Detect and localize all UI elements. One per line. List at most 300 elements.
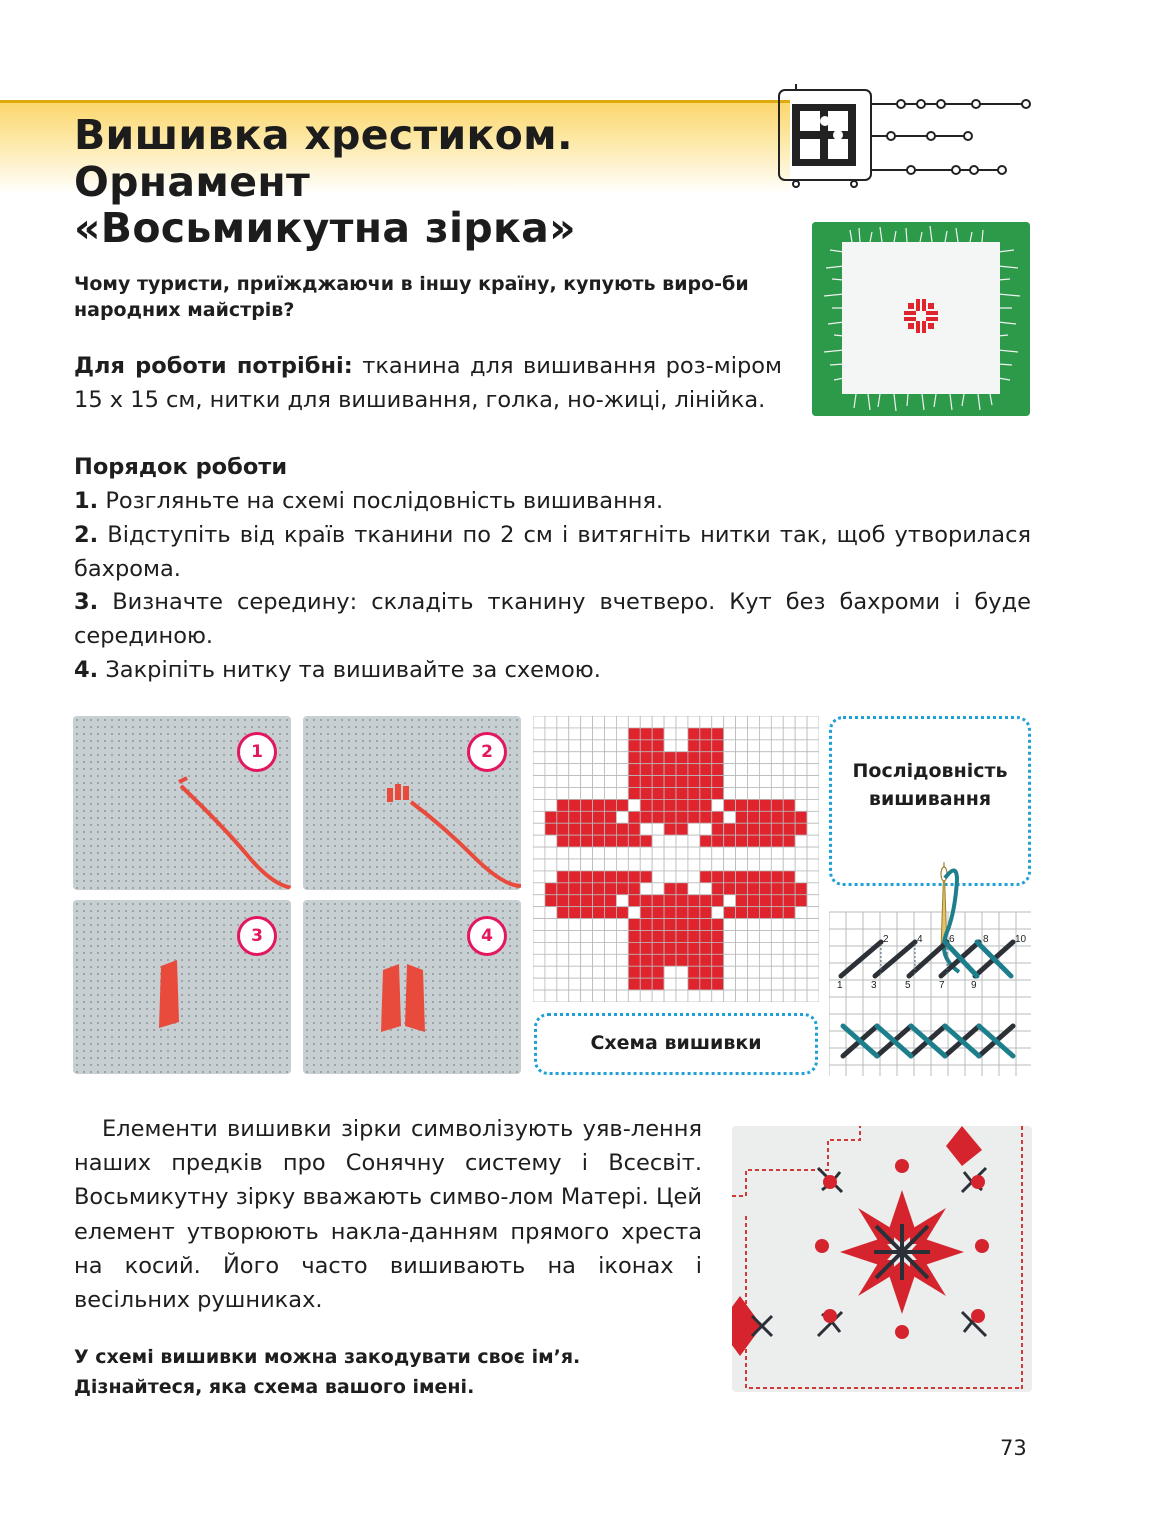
scheme-cell [640,919,652,931]
scheme-cell [533,823,545,835]
scheme-cell [783,811,795,823]
scheme-cell [700,799,712,811]
scheme-cell [652,728,664,740]
scheme-cell [807,740,819,752]
scheme-cell [676,835,688,847]
scheme-cell [700,728,712,740]
scheme-cell [664,859,676,871]
scheme-cell [533,907,545,919]
scheme-cell [676,966,688,978]
scheme-cell [605,978,617,990]
scheme-cell [795,811,807,823]
puzzle-icon [776,84,1038,190]
scheme-cell [795,895,807,907]
scheme-cell [712,835,724,847]
scheme-cell [783,728,795,740]
scheme-cell [712,752,724,764]
scheme-cell [628,871,640,883]
step-badge-3: 3 [237,916,277,956]
scheme-cell [545,799,557,811]
scheme-cell [557,752,569,764]
scheme-cell [783,931,795,943]
stitch-number-2: 2 [883,934,889,945]
scheme-cell [664,907,676,919]
scheme-cell [533,811,545,823]
scheme-cell [628,835,640,847]
scheme-cell [652,823,664,835]
scheme-cell [628,847,640,859]
scheme-cell [581,895,593,907]
scheme-cell [736,799,748,811]
page-number: 73 [1000,1436,1027,1460]
scheme-cell [628,883,640,895]
scheme-cell [616,728,628,740]
scheme-cell [569,883,581,895]
scheme-cell [640,895,652,907]
step-text: Відступіть від країв тканини по 2 см і витягніть нитки так, щоб утворилася бахрома. [74,521,1031,582]
scheme-cell [712,978,724,990]
scheme-cell [569,895,581,907]
scheme-cell [616,954,628,966]
scheme-cell [616,859,628,871]
stitch-sequence-diagram [829,852,1031,1076]
scheme-cell [569,907,581,919]
scheme-cell [628,931,640,943]
scheme-cell [807,990,819,1002]
scheme-cell [628,907,640,919]
stitch-number-8: 8 [983,934,989,945]
scheme-cell [676,954,688,966]
scheme-cell [616,871,628,883]
scheme-cell [795,871,807,883]
scheme-cell [688,764,700,776]
scheme-cell [652,966,664,978]
materials-paragraph [74,350,782,418]
scheme-cell [652,859,664,871]
scheme-cell [545,811,557,823]
scheme-cell [700,954,712,966]
scheme-cell [545,978,557,990]
scheme-cell [640,799,652,811]
scheme-cell [569,788,581,800]
scheme-cell [712,907,724,919]
scheme-cell [616,990,628,1002]
scheme-cell [759,799,771,811]
scheme-cell [652,978,664,990]
scheme-cell [795,978,807,990]
scheme-cell [616,752,628,764]
scheme-cell [676,859,688,871]
scheme-cell [664,835,676,847]
scheme-cell [533,859,545,871]
scheme-cell [736,835,748,847]
scheme-cell [569,954,581,966]
scheme-cell [652,919,664,931]
scheme-cell [700,931,712,943]
scheme-cell [581,859,593,871]
scheme-cell [545,764,557,776]
scheme-cell [652,811,664,823]
scheme-cell [712,942,724,954]
scheme-cell [581,966,593,978]
embroidered-towel-photo [732,1126,1032,1392]
scheme-cell [545,859,557,871]
scheme-cell [569,919,581,931]
step-number: 4. [74,656,99,683]
scheme-cell [605,788,617,800]
scheme-cell [605,931,617,943]
scheme-cell [771,835,783,847]
scheme-cell [783,871,795,883]
scheme-cell [628,895,640,907]
scheme-cell [664,931,676,943]
scheme-cell [748,859,760,871]
scheme-cell [640,788,652,800]
scheme-cell [748,847,760,859]
scheme-cell [736,788,748,800]
scheme-cell [664,740,676,752]
scheme-cell [795,752,807,764]
scheme-cell [688,835,700,847]
scheme-cell [628,764,640,776]
scheme-cell [748,823,760,835]
scheme-cell [557,966,569,978]
scheme-cell [771,919,783,931]
scheme-cell [676,871,688,883]
scheme-cell [545,954,557,966]
scheme-cell [652,954,664,966]
scheme-cell [569,728,581,740]
embroidered-cloth-photo [812,222,1030,416]
scheme-cell [807,931,819,943]
scheme-cell [581,954,593,966]
scheme-cell [676,740,688,752]
scheme-cell [581,835,593,847]
scheme-cell [700,716,712,728]
scheme-cell [640,931,652,943]
scheme-caption: Схема вишивки [534,1013,818,1075]
scheme-cell [688,871,700,883]
scheme-cell [759,823,771,835]
scheme-cell [771,966,783,978]
scheme-cell [771,799,783,811]
step-photo-3 [73,900,291,1074]
sequence-caption: Послідовність вишивання [829,716,1031,886]
scheme-cell [593,859,605,871]
scheme-cell [557,788,569,800]
scheme-cell [545,740,557,752]
scheme-cell [688,811,700,823]
stitch-number-9: 9 [971,980,977,991]
scheme-cell [605,871,617,883]
scheme-cell [605,847,617,859]
scheme-cell [688,931,700,943]
scheme-cell [700,859,712,871]
scheme-cell [736,895,748,907]
scheme-cell [688,895,700,907]
scheme-cell [700,966,712,978]
scheme-cell [593,728,605,740]
scheme-cell [533,788,545,800]
scheme-cell [616,883,628,895]
scheme-cell [783,859,795,871]
scheme-cell [640,835,652,847]
scheme-cell [581,764,593,776]
scheme-cell [616,823,628,835]
scheme-cell [712,764,724,776]
scheme-cell [712,847,724,859]
scheme-cell [748,788,760,800]
star-scheme-grid [533,716,819,1002]
scheme-cell [807,966,819,978]
scheme-cell [783,764,795,776]
scheme-cell [688,728,700,740]
scheme-cell [759,978,771,990]
scheme-cell [807,871,819,883]
scheme-cell [688,919,700,931]
scheme-cell [688,776,700,788]
scheme-cell [581,990,593,1002]
scheme-cell [533,978,545,990]
scheme-cell [783,978,795,990]
scheme-cell [676,788,688,800]
scheme-cell [557,895,569,907]
scheme-cell [771,740,783,752]
scheme-cell [759,954,771,966]
scheme-cell [676,716,688,728]
scheme-cell [664,847,676,859]
scheme-cell [759,716,771,728]
symbolism-paragraph: Елементи вишивки зірки символізують уяв-лення наших предків про Сонячну систему і Всесвіт. Восьмикутну зірку вважають симво-лом Матері. Цей елемент утворюють накла-данням прямого хреста на косий. Його часто вишивають на іконах і весільних рушниках. [74,1116,702,1313]
scheme-cell [569,799,581,811]
scheme-cell [605,966,617,978]
scheme-cell [783,823,795,835]
scheme-cell [616,776,628,788]
scheme-cell [807,823,819,835]
scheme-cell [593,764,605,776]
scheme-cell [807,716,819,728]
scheme-cell [605,907,617,919]
scheme-cell [652,847,664,859]
scheme-cell [533,966,545,978]
scheme-cell [748,990,760,1002]
scheme-cell [616,740,628,752]
scheme-cell [748,740,760,752]
step-number: 2. [74,521,99,548]
scheme-cell [724,776,736,788]
scheme-cell [736,716,748,728]
step-item [74,586,1031,654]
scheme-cell [569,859,581,871]
scheme-cell [700,978,712,990]
scheme-cell [783,966,795,978]
scheme-cell [605,883,617,895]
scheme-cell [700,895,712,907]
scheme-cell [640,871,652,883]
scheme-cell [759,966,771,978]
scheme-cell [724,895,736,907]
scheme-cell [533,942,545,954]
scheme-cell [533,919,545,931]
scheme-cell [545,871,557,883]
title-rule [0,100,790,103]
scheme-cell [724,907,736,919]
scheme-cell [652,764,664,776]
scheme-cell [557,716,569,728]
scheme-cell [676,990,688,1002]
scheme-cell [569,847,581,859]
scheme-cell [569,823,581,835]
scheme-cell [533,931,545,943]
scheme-cell [724,966,736,978]
scheme-cell [795,883,807,895]
scheme-cell [736,883,748,895]
scheme-cell [700,752,712,764]
scheme-cell [724,811,736,823]
scheme-cell [700,919,712,931]
scheme-cell [724,716,736,728]
scheme-cell [628,919,640,931]
scheme-cell [569,740,581,752]
scheme-cell [712,871,724,883]
scheme-cell [759,990,771,1002]
materials-text: тканина для вишивання роз-міром 15 х 15 см, нитки для вишивання, голка, но-жиці, лінійка. [74,353,782,413]
scheme-cell [807,764,819,776]
scheme-cell [795,931,807,943]
scheme-cell [664,966,676,978]
scheme-cell [581,752,593,764]
scheme-cell [581,788,593,800]
scheme-cell [712,811,724,823]
scheme-cell [783,752,795,764]
scheme-cell [771,990,783,1002]
scheme-cell [593,942,605,954]
stitch-number-7: 7 [939,980,945,991]
scheme-cell [581,931,593,943]
scheme-cell [795,740,807,752]
scheme-cell [771,847,783,859]
scheme-cell [533,752,545,764]
scheme-cell [759,752,771,764]
scheme-cell [628,799,640,811]
scheme-cell [724,740,736,752]
scheme-cell [533,716,545,728]
scheme-cell [771,954,783,966]
scheme-cell [616,907,628,919]
scheme-cell [807,811,819,823]
scheme-cell [545,931,557,943]
scheme-cell [688,823,700,835]
scheme-cell [593,931,605,943]
scheme-cell [640,764,652,776]
scheme-cell [676,907,688,919]
scheme-cell [759,871,771,883]
scheme-cell [664,728,676,740]
scheme-cell [545,919,557,931]
scheme-cell [795,764,807,776]
scheme-cell [664,799,676,811]
scheme-cell [652,942,664,954]
scheme-cell [557,799,569,811]
scheme-cell [688,847,700,859]
scheme-cell [748,764,760,776]
scheme-cell [712,788,724,800]
scheme-cell [712,966,724,978]
scheme-cell [569,990,581,1002]
scheme-cell [593,823,605,835]
procedure-heading-text: Порядок роботи [74,454,288,480]
scheme-cell [545,788,557,800]
scheme-cell [676,811,688,823]
scheme-cell [724,954,736,966]
scheme-cell [616,966,628,978]
scheme-cell [664,919,676,931]
scheme-cell [783,740,795,752]
step-item [74,654,1031,688]
scheme-cell [748,716,760,728]
scheme-cell [759,883,771,895]
scheme-cell [700,740,712,752]
scheme-cell [640,728,652,740]
scheme-cell [759,895,771,907]
scheme-cell [795,823,807,835]
stitch-number-3: 3 [871,980,877,991]
scheme-cell [593,776,605,788]
scheme-cell [533,776,545,788]
scheme-cell [700,847,712,859]
scheme-cell [759,811,771,823]
scheme-cell [628,788,640,800]
materials-label: Для роботи потрібні: [74,353,353,379]
scheme-cell [557,978,569,990]
procedure-steps [74,485,1031,688]
scheme-cell [640,740,652,752]
title-line-3: «Восьмикутна зірка» [74,204,576,253]
scheme-cell [557,859,569,871]
scheme-cell [783,895,795,907]
scheme-cell [712,954,724,966]
scheme-cell [593,954,605,966]
scheme-cell [795,942,807,954]
scheme-cell [783,835,795,847]
scheme-cell [593,907,605,919]
scheme-cell [545,895,557,907]
scheme-cell [545,728,557,740]
scheme-cell [640,966,652,978]
scheme-cell [616,978,628,990]
scheme-cell [700,871,712,883]
scheme-cell [748,942,760,954]
scheme-cell [724,859,736,871]
scheme-cell [569,752,581,764]
scheme-cell [724,883,736,895]
scheme-cell [569,764,581,776]
scheme-cell [640,954,652,966]
scheme-cell [616,811,628,823]
scheme-cell [676,883,688,895]
step-text: Розгляньте на схемі послідовність вишивання. [98,488,664,514]
scheme-cell [557,907,569,919]
scheme-cell [688,978,700,990]
scheme-cell [795,799,807,811]
scheme-cell [664,752,676,764]
scheme-cell [664,776,676,788]
scheme-cell [795,954,807,966]
scheme-cell [652,799,664,811]
scheme-cell [616,847,628,859]
scheme-cell [640,776,652,788]
scheme-cell [771,895,783,907]
